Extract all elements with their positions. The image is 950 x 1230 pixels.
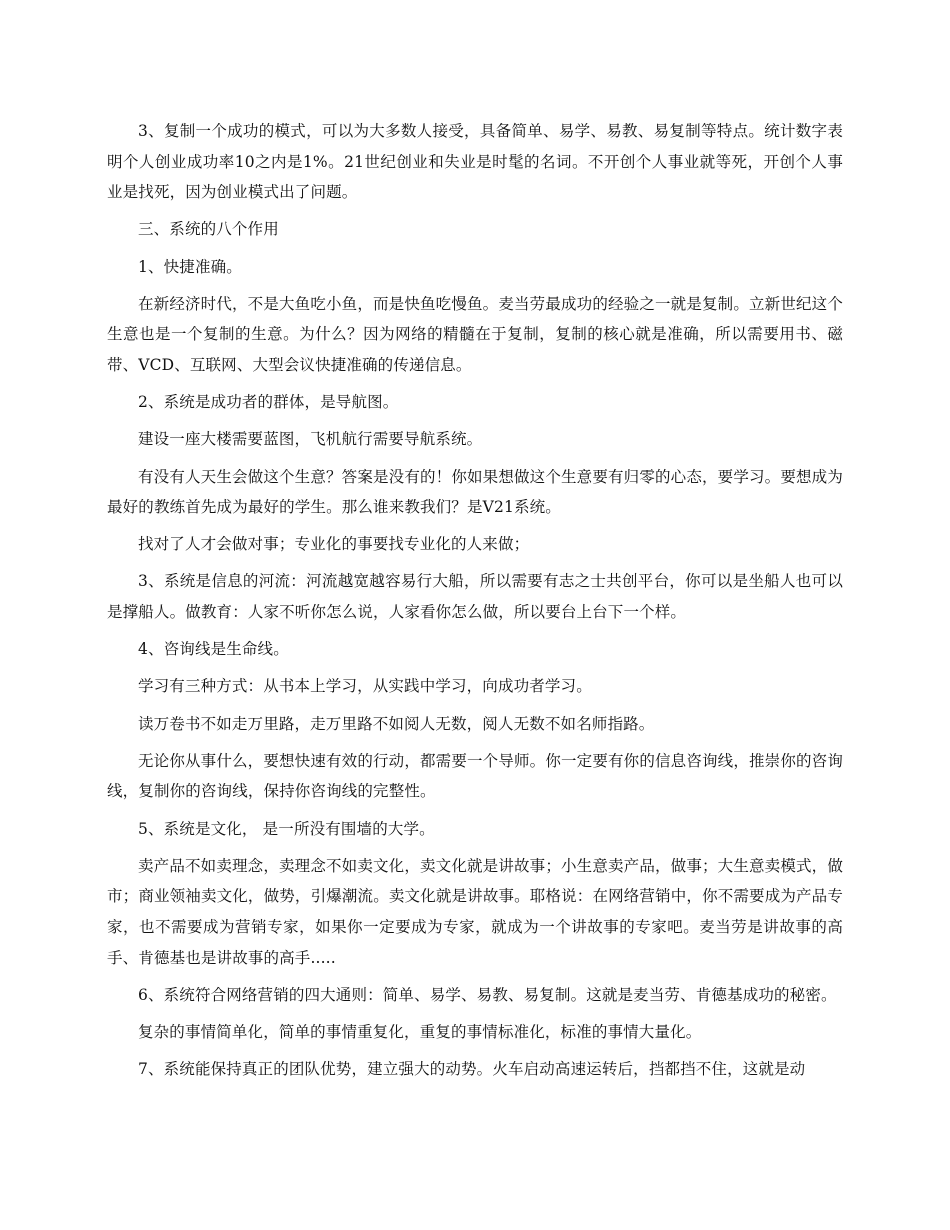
- paragraph-new-economy: 在新经济时代，不是大鱼吃小鱼，而是快鱼吃慢鱼。麦当劳最成功的经验之一就是复制。立新世纪这个生意也是一个复制的生意。为什么？因为网络的精髓在于复制，复制的核心就是准确，所以需要用书、磁带、VCD、互联网、大型会议快捷准确的传递信息。: [107, 294, 843, 374]
- paragraph-learning-attitude: 有没有人天生会做这个生意？答案是没有的！你如果想做这个生意要有归零的心态，要学习。要想成为最好的教练首先成为最好的学生。那么谁来教我们？是V21系统。: [107, 467, 843, 517]
- point-4-heading: 4、咨询线是生命线。: [138, 640, 289, 659]
- paragraph-consulting-line: 无论你从事什么，要想快速有效的行动，都需要一个导师。你一定要有你的信息咨询线，推崇你的咨询线，复制你的咨询线，保持你咨询线的完整性。: [107, 751, 843, 801]
- point-7-heading: 7、系统能保持真正的团队优势，建立强大的动势。火车启动高速运转后，挡都挡不住，这就是动: [138, 1060, 806, 1079]
- paragraph-three-ways: 学习有三种方式：从书本上学习，从实践中学习，向成功者学习。: [138, 677, 592, 696]
- paragraph-sell-culture: 卖产品不如卖理念，卖理念不如卖文化，卖文化就是讲故事；小生意卖产品，做事；大生意卖模式，做市；商业领袖卖文化，做势，引爆潮流。卖文化就是讲故事。耶格说：在网络营销中，你不需要成为产品专家，也不需要成为营销专家，如果你一定要成为专家，就成为一个讲故事的专家吧。麦当劳是讲故事的高手、肯德基也是讲故事的高手.....: [107, 856, 843, 967]
- point-6-heading: 6、系统符合网络营销的四大通则：简单、易学、易教、易复制。这就是麦当劳、肯德基成功的秘密。: [138, 985, 837, 1004]
- section-heading-eight-functions: 三、系统的八个作用: [138, 220, 279, 239]
- paragraph-blueprint: 建设一座大楼需要蓝图，飞机航行需要导航系统。: [138, 430, 483, 449]
- point-1-heading: 1、快捷准确。: [138, 257, 242, 276]
- paragraph-1: 3、复制一个成功的模式，可以为大多数人接受，具备简单、易学、易教、易复制等特点。统计数字表明个人创业成功率10之内是1%。21世纪创业和失业是时髦的名词。不开创个人事业就等死，开创个人事业是找死，因为创业模式出了问题。: [107, 122, 843, 202]
- document-body: [107, 116, 843, 1091]
- point-3-heading: 3、系统是信息的河流：河流越宽越容易行大船，所以需要有志之士共创平台，你可以是坐船人也可以是撑船人。做教育：人家不听你怎么说，人家看你怎么做，所以要台上台下一个样。: [107, 572, 843, 622]
- point-2-heading: 2、系统是成功者的群体，是导航图。: [138, 393, 399, 412]
- paragraph-mentor-saying: 读万卷书不如走万里路，走万里路不如阅人无数，阅人无数不如名师指路。: [138, 714, 655, 733]
- paragraph-simplify: 复杂的事情简单化，简单的事情重复化，重复的事情标准化，标准的事情大量化。: [138, 1022, 702, 1041]
- paragraph-right-people: 找对了人才会做对事；专业化的事要找专业化的人来做；: [138, 535, 530, 554]
- point-5-heading: 5、系统是文化， 是一所没有围墙的大学。: [138, 819, 435, 838]
